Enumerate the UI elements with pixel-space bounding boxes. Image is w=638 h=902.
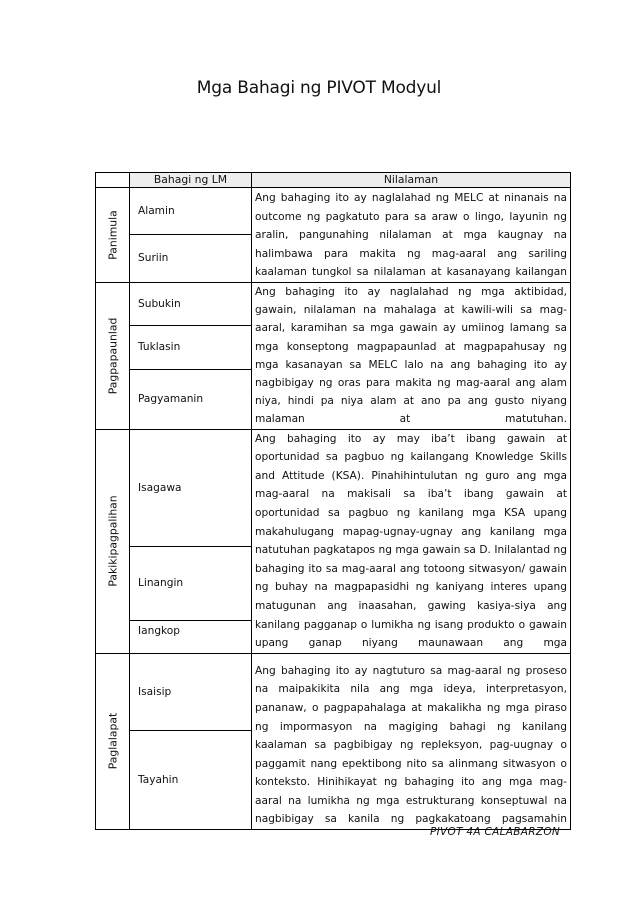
lm-part-cell bbox=[130, 620, 252, 653]
header-nilalaman: Nilalaman bbox=[252, 173, 571, 188]
lm-part-label: Subukin bbox=[138, 297, 181, 310]
phase-label: Pakikipagpalihan bbox=[106, 495, 119, 587]
table-row bbox=[96, 429, 571, 546]
phase-cell-pakikipagpalihan bbox=[96, 429, 130, 653]
lm-part-label: Suriin bbox=[138, 252, 169, 265]
lm-part-label: Pagyamanin bbox=[138, 393, 204, 406]
phase-cell-pagpapaunlad bbox=[96, 282, 130, 429]
description-cell: Ang bahaging ito ay may iba’t ibang gawain at oportunidad sa pagbuo ng kailangang Knowledge Skills and Attitude (KSA). Pinahihintulutan ng guro ang mga mag-aaral na makisali sa iba’t ibang gawain at oportunidad sa pagbuo ng kanilang mga KSA upang makahulugang mapag-ugnay-ugnay ang kanilang mga natutuhan pagkatapos ng mga gawain sa D. Inilalantad ng bahaging ito sa mag-aaral ang totoong sitwasyon/ gawain ng buhay na magpapasidhi ng kaniyang interes upang matugunan ang inaasahan, gawing kasiya-siya ang kanilang pagganap o lumikha ng isang produkto o gawain upang ganap niyang maunawaan ang mga bbox=[252, 429, 571, 653]
description-cell: Ang bahaging ito ay naglalahad ng mga aktibidad, gawain, nilalaman na mahalaga at kawili-wili sa mag-aaral, karamihan sa mga gawain ay umiinog lamang sa mga konseptong magpapaunlad at magpapahusay ng mga kasanayan sa MELC lalo na ang bahaging ito ay nagbibigay ng oras para makita ng mag-aaral ang alam niya, hindi pa niya alam at ano pa ang gusto niyang malaman at matutuhan. bbox=[252, 282, 571, 429]
description-cell: Ang bahaging ito ay nagtuturo sa mag-aaral ng proseso na maipakikita nila ang mga ideya, interpretasyon, pananaw, o pagpapahalaga at makalikha ng mga piraso ng impormasyon na magiging bahagi ng kanilang kaalaman sa pagbibigay ng repleksyon, pag-uugnay o paggamit nang epektibong nito sa alinmang sitwasyon o konteksto. Hinihikayat ng bahaging ito ang mga mag-aaral na lumikha ng mga estrukturang konseptuwal na nagbibigay sa kanila ng pagkakatoang pagsamahin bbox=[252, 653, 571, 829]
lm-part-label: Tuklasin bbox=[138, 341, 181, 354]
lm-part-cell bbox=[130, 369, 252, 429]
lm-part-label: Iangkop bbox=[138, 624, 181, 637]
phase-label: Pagpapaunlad bbox=[106, 317, 119, 395]
lm-part-cell bbox=[130, 234, 252, 282]
lm-part-label: Tayahin bbox=[138, 773, 179, 786]
lm-part-label: Alamin bbox=[138, 204, 175, 217]
table-row bbox=[96, 282, 571, 325]
lm-part-cell bbox=[130, 325, 252, 369]
phase-label: Panimula bbox=[106, 210, 119, 260]
lm-part-cell bbox=[130, 429, 252, 546]
lm-part-cell bbox=[130, 282, 252, 325]
phase-label: Paglalapat bbox=[106, 713, 119, 770]
table-row bbox=[96, 653, 571, 730]
phase-cell-paglalapat bbox=[96, 653, 130, 829]
phase-cell-panimula bbox=[96, 188, 130, 283]
table-header-row bbox=[96, 173, 571, 188]
lm-part-label: Isaisip bbox=[138, 685, 172, 698]
lm-part-cell bbox=[130, 188, 252, 235]
description-cell: Ang bahaging ito ay naglalahad ng MELC at ninanais na outcome ng pagkatuto para sa araw o lingo, layunin ng aralin, pangunahing nilalaman at mga kaugnay na halimbawa para makita ng mag-aaral ang sariling kaalaman tungkol sa nilalaman at kasanayang kailangan bbox=[252, 188, 571, 283]
header-bahagi-ng-lm: Bahagi ng LM bbox=[130, 173, 252, 188]
lm-part-label: Isagawa bbox=[138, 481, 182, 494]
table-row bbox=[96, 188, 571, 235]
lm-part-cell bbox=[130, 653, 252, 730]
lm-part-cell bbox=[130, 730, 252, 829]
page-title: Mga Bahagi ng PIVOT Modyul bbox=[196, 78, 442, 98]
page-footer: PIVOT 4A CALABARZON bbox=[430, 826, 561, 838]
pivot-parts-table bbox=[95, 172, 571, 830]
lm-part-label: Linangin bbox=[138, 577, 184, 590]
header-corner-cell bbox=[96, 173, 130, 188]
lm-part-cell bbox=[130, 546, 252, 620]
